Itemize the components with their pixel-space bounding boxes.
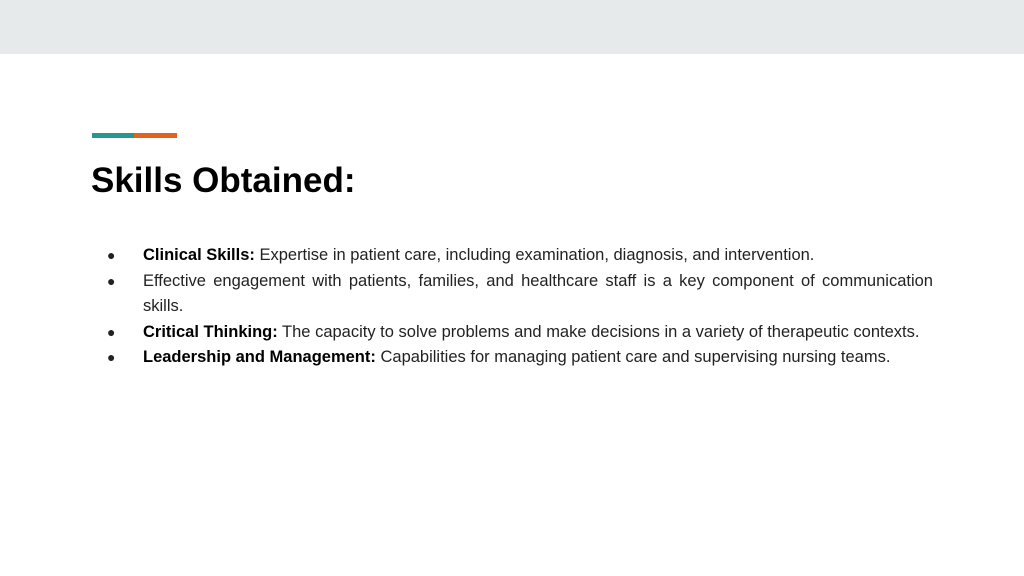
bullet-lead: Critical Thinking:	[143, 322, 278, 341]
bullet-icon: ●	[107, 349, 116, 366]
slide-title: Skills Obtained:	[91, 161, 356, 200]
accent-line-teal	[92, 133, 134, 138]
accent-line-orange	[134, 133, 177, 138]
bullet-text: The capacity to solve problems and make decisions in a variety of therapeutic contexts.	[277, 322, 920, 341]
list-item-critical-thinking	[103, 320, 933, 346]
bullet-icon: ●	[107, 247, 116, 263]
bullet-text: Capabilities for managing patient care and supervising nursing teams.	[375, 348, 891, 367]
bullet-lead: Clinical Skills:	[143, 246, 255, 264]
bullet-text: Expertise in patient care, including examination, diagnosis, and intervention.	[254, 246, 815, 264]
bullet-icon: ●	[107, 272, 116, 289]
bullet-text: Effective engagement with patients, families, and healthcare staff is a key component of communication skills.	[143, 271, 933, 316]
bullet-lead: Leadership and Management:	[143, 348, 376, 367]
list-item-communication	[103, 269, 933, 320]
skills-list	[103, 243, 933, 371]
list-item-clinical-skills	[103, 243, 933, 269]
list-item-leadership	[103, 345, 933, 371]
title-accent-line	[92, 133, 177, 138]
bullet-icon: ●	[107, 323, 116, 340]
top-band	[0, 0, 1024, 54]
